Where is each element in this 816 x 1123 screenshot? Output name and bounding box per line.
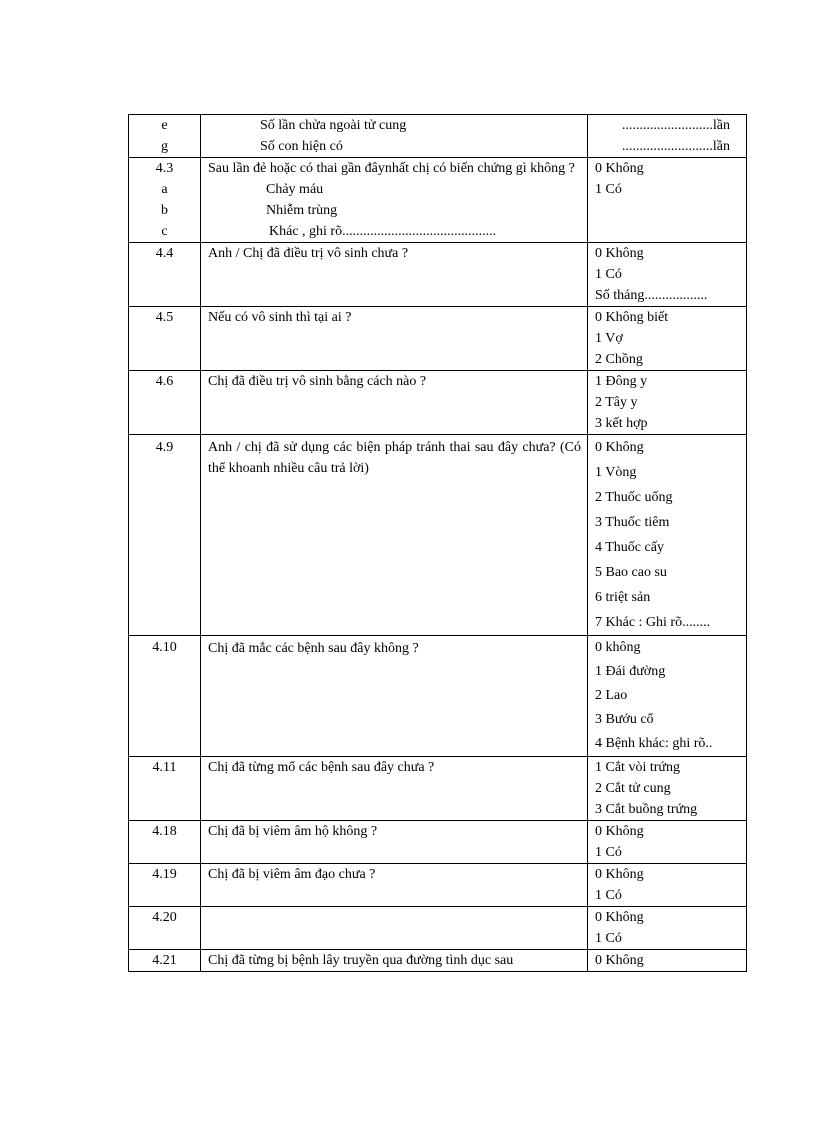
question-text: Chị đã từng mổ các bệnh sau đây chưa ? (201, 757, 588, 821)
question-code: 4.3 a b c (129, 158, 201, 243)
answer-options: 0 Không 1 Vòng 2 Thuốc uống 3 Thuốc tiêm 4 Thuốc cấy 5 Bao cao su 6 triệt sản 7 Khác : Ghi rõ........ (588, 435, 747, 636)
sub-item: Chảy máu (266, 182, 324, 197)
question-text: Anh / chị đã sử dụng các biện pháp tránh thai sau đây chưa? (Có thể khoanh nhiều câu trả lời) (201, 435, 588, 636)
answer-options: 1 Đông y 2 Tây y 3 kết hợp (588, 371, 747, 435)
answer-options: 0 Không biết 1 Vợ 2 Chồng (588, 307, 747, 371)
question-code: 4.21 (129, 950, 201, 972)
answer-options: 0 Không (588, 950, 747, 972)
question-text: Chị đã bị viêm âm hộ không ? (201, 821, 588, 864)
question-code: 4.18 (129, 821, 201, 864)
table-row (129, 307, 747, 371)
table-row (129, 371, 747, 435)
sub-item: Nhiễm trùng (266, 203, 338, 218)
table-row (129, 950, 747, 972)
question-text (201, 907, 588, 950)
answer-options: 0 Không 1 Có (588, 158, 747, 243)
sub-item: Khác , ghi rõ............................................ (269, 224, 497, 239)
question-code: 4.10 (129, 636, 201, 757)
table-row (129, 243, 747, 307)
question-code: 4.5 (129, 307, 201, 371)
table-row (129, 158, 747, 243)
question-text: Anh / Chị đã điều trị vô sinh chưa ? (201, 243, 588, 307)
survey-table (128, 114, 747, 972)
table-row (129, 907, 747, 950)
question-code: 4.19 (129, 864, 201, 907)
answer-options: ..........................lần ..........................lần (588, 115, 747, 158)
question-text: Chị đã điều trị vô sinh bằng cách nào ? (201, 371, 588, 435)
answer-options: 0 Không 1 Có (588, 821, 747, 864)
answer-options: 0 không 1 Đái đường 2 Lao 3 Bướu cổ 4 Bệnh khác: ghi rõ.. (588, 636, 747, 757)
question-code: 4.9 (129, 435, 201, 636)
table-row (129, 864, 747, 907)
table-row (129, 757, 747, 821)
question-text: Chị đã mắc các bệnh sau đây không ? (201, 636, 588, 757)
answer-options: 0 Không 1 Có Số tháng.................. (588, 243, 747, 307)
question-text: Sau lần đẻ hoặc có thai gần đâynhất chị có biến chứng gì không ? Chảy máu Nhiễm trùng Khác , ghi rõ............................................ (201, 158, 588, 243)
question-text: Nếu có vô sinh thì tại ai ? (201, 307, 588, 371)
question-text: Chị đã từng bị bệnh lây truyền qua đường tình dục sau (201, 950, 588, 972)
table-row (129, 435, 747, 636)
answer-options: 0 Không 1 Có (588, 907, 747, 950)
question-text: Chị đã bị viêm âm đạo chưa ? (201, 864, 588, 907)
question-code: 4.4 (129, 243, 201, 307)
table-row (129, 821, 747, 864)
question-code: 4.11 (129, 757, 201, 821)
table-row (129, 115, 747, 158)
question-text: Số lần chửa ngoài tử cung Số con hiện có (201, 115, 588, 158)
question-code: 4.20 (129, 907, 201, 950)
question-code: e g (129, 115, 201, 158)
answer-options: 0 Không 1 Có (588, 864, 747, 907)
question-code: 4.6 (129, 371, 201, 435)
table-row (129, 636, 747, 757)
answer-options: 1 Cắt vòi trứng 2 Cắt tử cung 3 Cắt buồng trứng (588, 757, 747, 821)
